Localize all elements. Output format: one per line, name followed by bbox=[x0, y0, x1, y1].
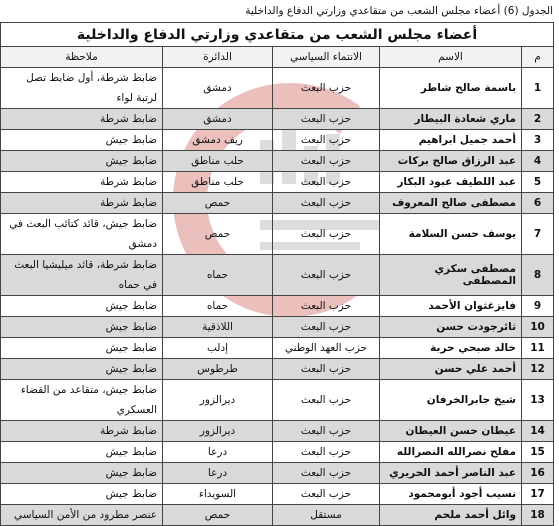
member-district: حماه bbox=[163, 296, 273, 317]
table-row bbox=[1, 505, 554, 526]
table-row bbox=[1, 380, 554, 421]
header-party: الانتماء السياسي bbox=[273, 47, 380, 68]
member-party: حزب البعث bbox=[273, 421, 380, 442]
member-name: يوسف حسن السلامة bbox=[380, 214, 522, 255]
member-note: ضابط جيش bbox=[1, 338, 163, 359]
member-note: ضابط جيش bbox=[1, 151, 163, 172]
row-number: 3 bbox=[522, 130, 554, 151]
row-number: 2 bbox=[522, 109, 554, 130]
member-party: حزب البعث bbox=[273, 463, 380, 484]
table-row bbox=[1, 68, 554, 109]
member-district: السويداء bbox=[163, 484, 273, 505]
member-district: درعا bbox=[163, 442, 273, 463]
member-name: مفلح نصرالله النصرالله bbox=[380, 442, 522, 463]
table-title: أعضاء مجلس الشعب من متقاعدي وزارتي الدفاع والداخلية bbox=[1, 23, 554, 47]
member-party: حزب البعث bbox=[273, 172, 380, 193]
row-number: 16 bbox=[522, 463, 554, 484]
member-district: ديرالزور bbox=[163, 421, 273, 442]
member-note: ضابط جيش، قائد كتائب البعث في دمشق bbox=[1, 214, 163, 255]
table-row bbox=[1, 484, 554, 505]
row-number: 11 bbox=[522, 338, 554, 359]
row-number: 14 bbox=[522, 421, 554, 442]
member-name: عيطان حسن العيطان bbox=[380, 421, 522, 442]
member-district: ديرالزور bbox=[163, 380, 273, 421]
table-row bbox=[1, 359, 554, 380]
member-name: شيخ جابرالخرفان bbox=[380, 380, 522, 421]
table-row bbox=[1, 130, 554, 151]
row-number: 18 bbox=[522, 505, 554, 526]
row-number: 8 bbox=[522, 255, 554, 296]
table-caption: الجدول (6) أعضاء مجلس الشعب من متقاعدي وزارتي الدفاع والداخلية bbox=[245, 5, 553, 17]
table-row bbox=[1, 296, 554, 317]
member-name: مصطفى سكري المصطفى bbox=[380, 255, 522, 296]
member-name: عبد الناصر أحمد الحريري bbox=[380, 463, 522, 484]
member-district: اللاذقية bbox=[163, 317, 273, 338]
header-note: ملاحظة bbox=[1, 47, 163, 68]
table-row bbox=[1, 255, 554, 296]
member-district: طرطوس bbox=[163, 359, 273, 380]
member-district: إدلب bbox=[163, 338, 273, 359]
member-note: ضابط شرطة، قائد ميليشيا البعث في حماه bbox=[1, 255, 163, 296]
member-district: حمص bbox=[163, 214, 273, 255]
member-note: ضابط جيش bbox=[1, 296, 163, 317]
row-number: 13 bbox=[522, 380, 554, 421]
member-party: حزب البعث bbox=[273, 296, 380, 317]
header-name: الاسم bbox=[380, 47, 522, 68]
member-note: ضابط شرطة bbox=[1, 172, 163, 193]
member-name: عبد الرزاق صالح بركات bbox=[380, 151, 522, 172]
member-party: حزب البعث bbox=[273, 214, 380, 255]
row-number: 1 bbox=[522, 68, 554, 109]
member-note: ضابط شرطة bbox=[1, 109, 163, 130]
member-name: باسمة صالح شاطر bbox=[380, 68, 522, 109]
member-name: عبد اللطيف عبود البكار bbox=[380, 172, 522, 193]
member-note: ضابط جيش bbox=[1, 463, 163, 484]
table-row bbox=[1, 317, 554, 338]
table-row bbox=[1, 214, 554, 255]
table-row bbox=[1, 442, 554, 463]
row-number: 9 bbox=[522, 296, 554, 317]
member-note: ضابط شرطة bbox=[1, 193, 163, 214]
table-row bbox=[1, 151, 554, 172]
member-party: مستقل bbox=[273, 505, 380, 526]
member-party: حزب البعث bbox=[273, 151, 380, 172]
member-note: ضابط شرطة bbox=[1, 421, 163, 442]
member-district: حلب مناطق bbox=[163, 151, 273, 172]
table-row bbox=[1, 109, 554, 130]
header-num: م bbox=[522, 47, 554, 68]
row-number: 15 bbox=[522, 442, 554, 463]
member-note: ضابط جيش bbox=[1, 442, 163, 463]
row-number: 7 bbox=[522, 214, 554, 255]
member-name: مصطفى صالح المعروف bbox=[380, 193, 522, 214]
member-district: دمشق bbox=[163, 68, 273, 109]
members-table bbox=[0, 22, 554, 526]
table-row bbox=[1, 338, 554, 359]
table-row bbox=[1, 421, 554, 442]
row-number: 6 bbox=[522, 193, 554, 214]
table-row bbox=[1, 193, 554, 214]
member-district: حلب مناطق bbox=[163, 172, 273, 193]
member-party: حزب البعث bbox=[273, 193, 380, 214]
member-note: ضابط جيش bbox=[1, 484, 163, 505]
member-name: وائل أحمد ملحم bbox=[380, 505, 522, 526]
member-name: ماري شعادة البيطار bbox=[380, 109, 522, 130]
row-number: 10 bbox=[522, 317, 554, 338]
member-note: ضابط جيش bbox=[1, 317, 163, 338]
member-name: أحمد علي حسن bbox=[380, 359, 522, 380]
member-party: حزب البعث bbox=[273, 68, 380, 109]
member-party: حزب البعث bbox=[273, 130, 380, 151]
member-party: حزب البعث bbox=[273, 255, 380, 296]
row-number: 12 bbox=[522, 359, 554, 380]
member-district: حمص bbox=[163, 193, 273, 214]
table-row bbox=[1, 172, 554, 193]
member-district: حماه bbox=[163, 255, 273, 296]
member-name: ثائرجودت حسن bbox=[380, 317, 522, 338]
row-number: 17 bbox=[522, 484, 554, 505]
member-note: ضابط جيش bbox=[1, 359, 163, 380]
member-party: حزب البعث bbox=[273, 317, 380, 338]
member-name: أحمد جميل ابراهيم bbox=[380, 130, 522, 151]
row-number: 5 bbox=[522, 172, 554, 193]
member-note: ضابط جيش bbox=[1, 130, 163, 151]
member-district: ريف دمشق bbox=[163, 130, 273, 151]
row-number: 4 bbox=[522, 151, 554, 172]
member-note: ضابط شرطة، أول ضابط تصل لرتبة لواء bbox=[1, 68, 163, 109]
member-party: حزب البعث bbox=[273, 359, 380, 380]
member-note: ضابط جيش، متقاعد من القضاء العسكري bbox=[1, 380, 163, 421]
member-district: دمشق bbox=[163, 109, 273, 130]
member-name: خالد صبحي حربة bbox=[380, 338, 522, 359]
member-party: حزب العهد الوطني bbox=[273, 338, 380, 359]
member-district: درعا bbox=[163, 463, 273, 484]
table-row bbox=[1, 463, 554, 484]
member-party: حزب البعث bbox=[273, 484, 380, 505]
member-party: حزب البعث bbox=[273, 442, 380, 463]
member-party: حزب البعث bbox=[273, 109, 380, 130]
member-party: حزب البعث bbox=[273, 380, 380, 421]
member-note: عنصر مطرود من الأمن السياسي bbox=[1, 505, 163, 526]
member-name: نسيب أجود أبومحمود bbox=[380, 484, 522, 505]
member-name: فايزغثوان الأحمد bbox=[380, 296, 522, 317]
header-district: الدائرة bbox=[163, 47, 273, 68]
member-district: حمص bbox=[163, 505, 273, 526]
